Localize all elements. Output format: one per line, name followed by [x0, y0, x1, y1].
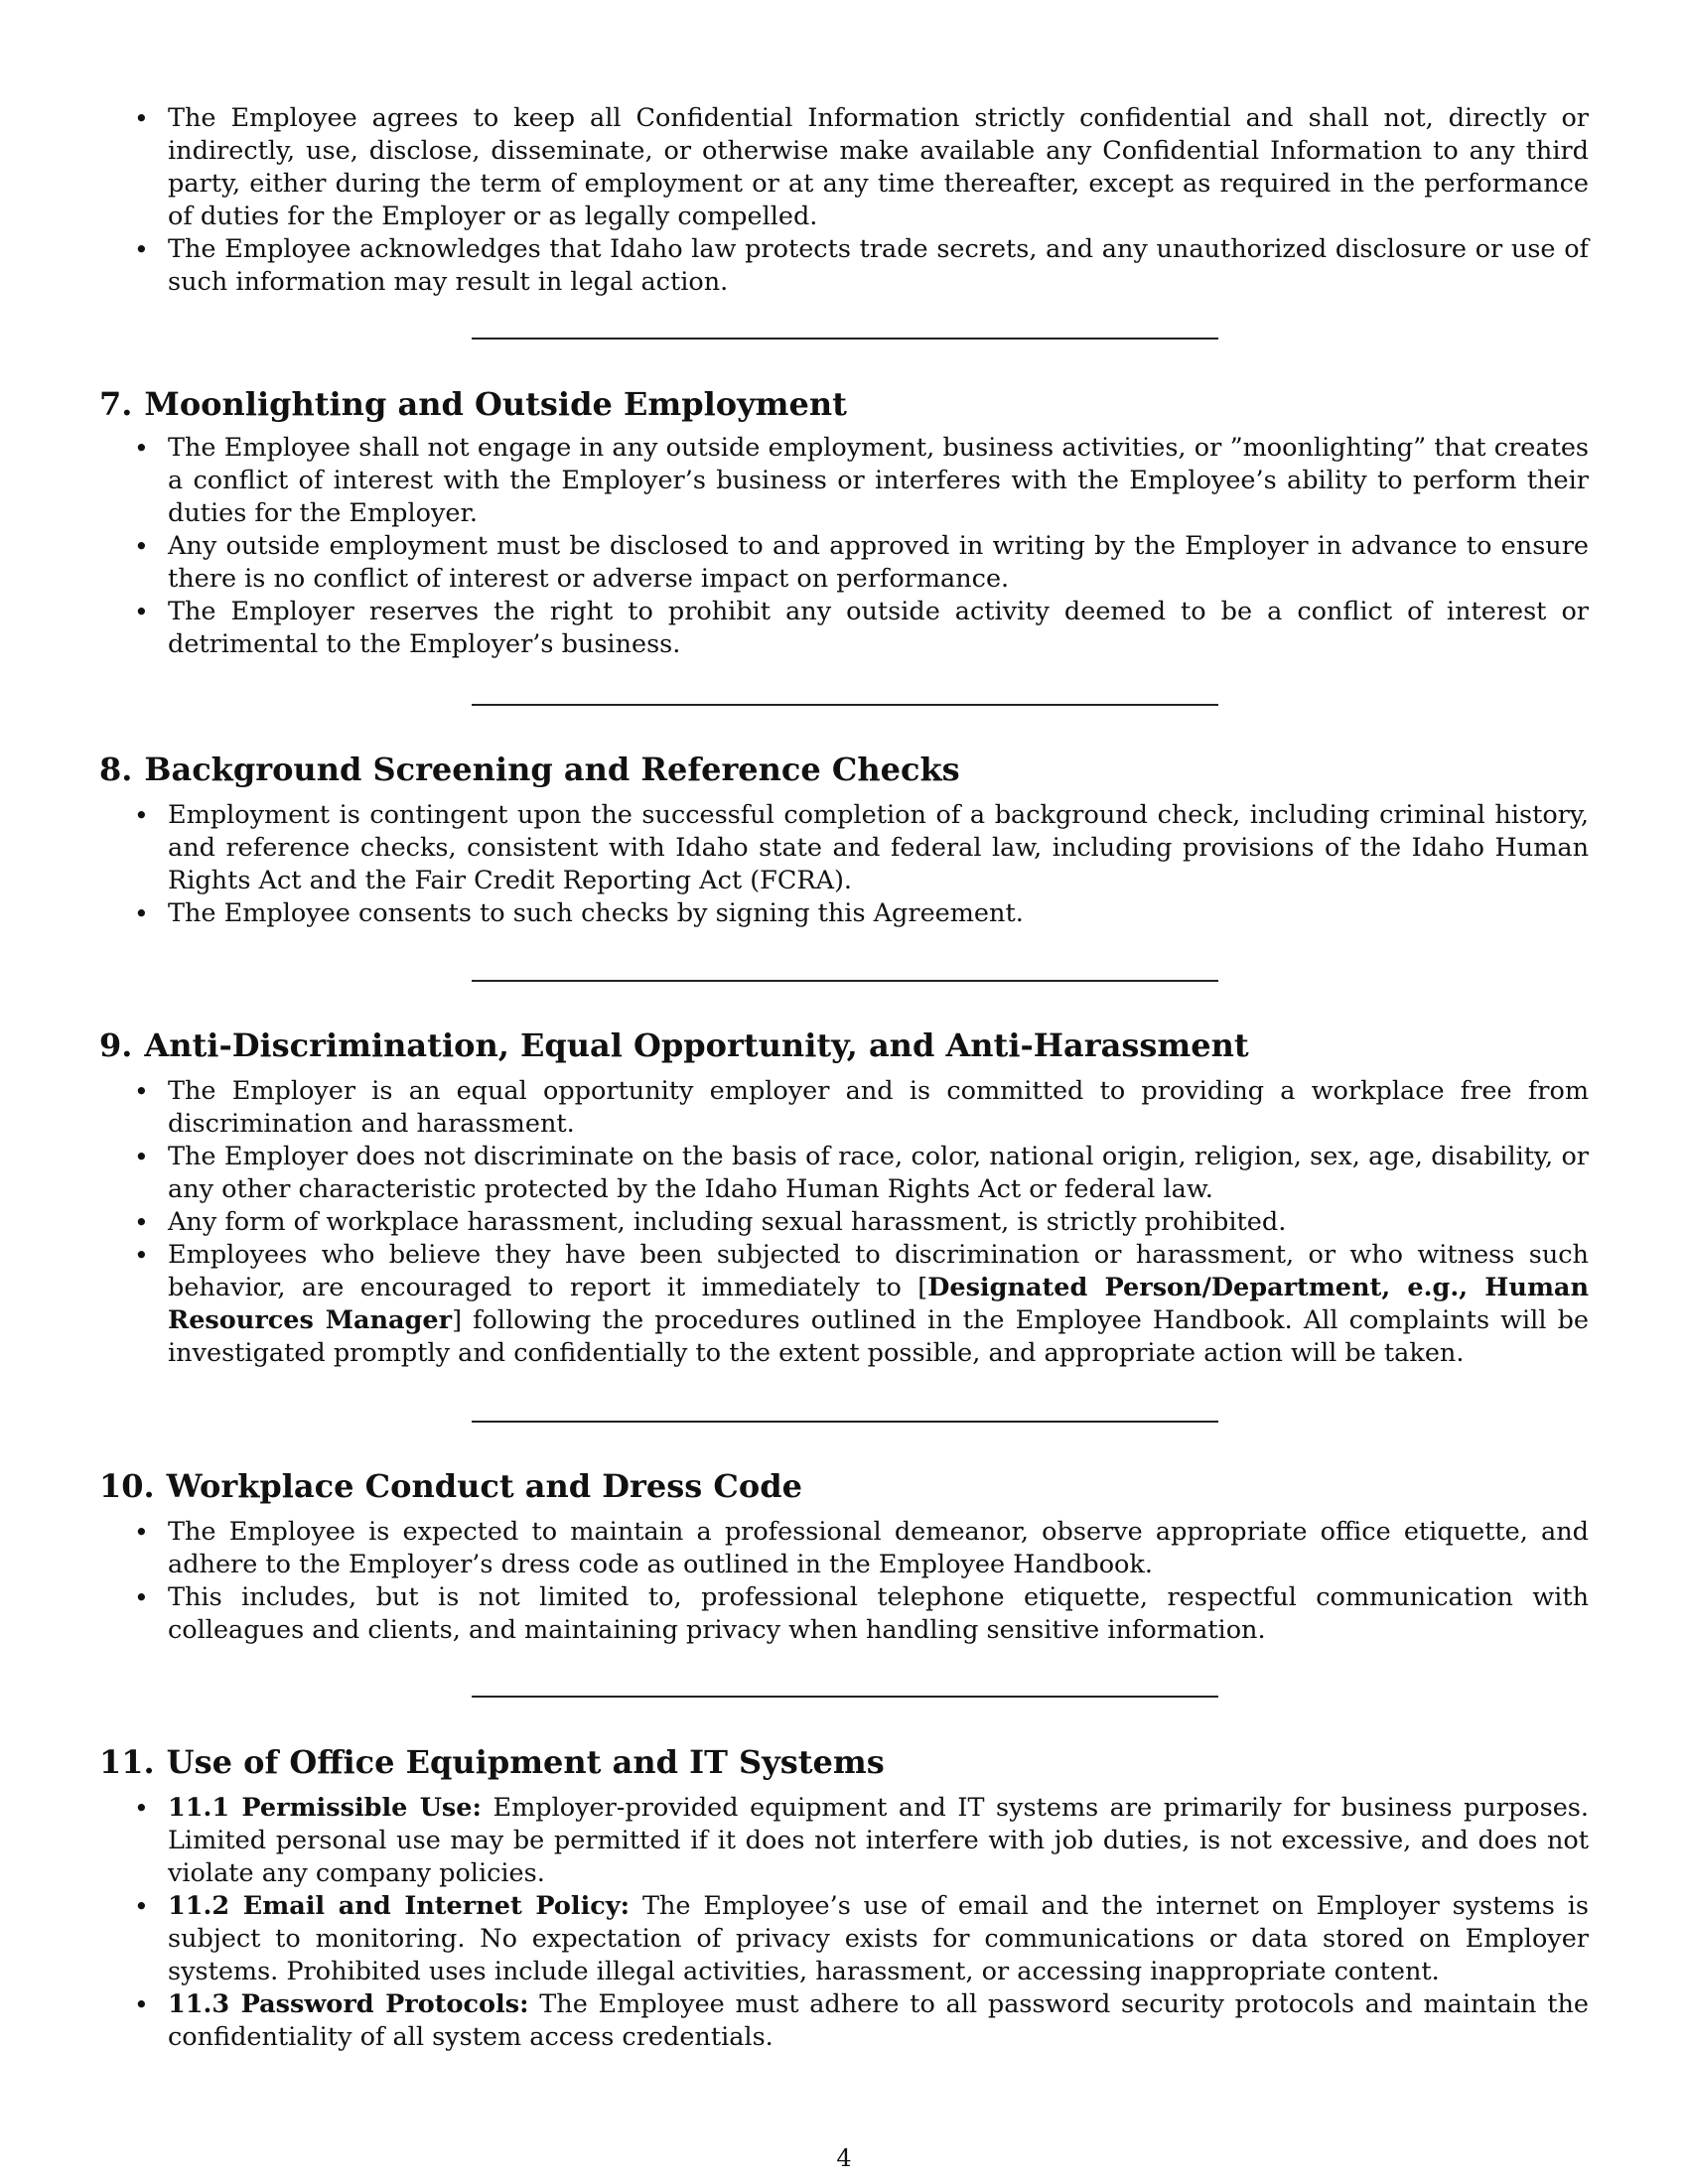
list-item: • The Employer is an equal opportunity employer and is committed to providing a workplace free from discrimination and harassment. [99, 1075, 1589, 1141]
section-divider [472, 980, 1218, 982]
section-divider [472, 338, 1218, 340]
list-item: • This includes, but is not limited to, professional telephone etiquette, respectful communication with colleagues and clients, and maintaining privacy when handling sensitive information. [99, 1581, 1589, 1647]
document-page [99, 99, 1589, 2164]
section-11 [99, 1742, 1589, 2054]
list-item: • The Employer does not discriminate on the basis of race, color, national origin, religion, sex, age, disability, or any other characteristic protected by the Idaho Human Rights Act or federal law. [99, 1141, 1589, 1206]
list-item: • Any outside employment must be disclosed to and approved in writing by the Employer in advance to ensure there is no conflict of interest or adverse impact on performance. [99, 530, 1589, 596]
list-item: • The Employer reserves the right to prohibit any outside activity deemed to be a conflict of interest or detrimental to the Employer’s business. [99, 596, 1589, 661]
subsection-label: 11.2 Email and Internet Policy: [168, 1891, 631, 1921]
report-text-after: ] following the procedures outlined in the Employee Handbook. All complaints will be investigated promptly and confidentially to the extent possible, and appropriate action will be taken. [168, 1305, 1590, 1368]
section-10 [99, 1466, 1589, 1647]
section-7 [99, 384, 1589, 661]
list-item [99, 1239, 1589, 1370]
section-heading-text: Anti-Discrimination, Equal Opportunity, and Anti-Harassment [144, 1026, 1249, 1064]
list-item: • Any form of workplace harassment, including sexual harassment, is strictly prohibited. [99, 1206, 1589, 1239]
section-heading-text: Background Screening and Reference Checks [144, 751, 960, 788]
list-item: • The Employee is expected to maintain a professional demeanor, observe appropriate office etiquette, and adhere to the Employer’s dress code as outlined in the Employee Handbook. [99, 1516, 1589, 1581]
section-number: 7. [99, 385, 133, 423]
list-item [99, 1988, 1589, 2054]
section-heading-text: Moonlighting and Outside Employment [144, 385, 847, 423]
list-item: • The Employee agrees to keep all Confidential Information strictly confidential and shall not, directly or indirectly, use, disclose, disseminate, or otherwise make available any Confidential Information to any third party, either during the term of employment or at any time thereafter, except as required in the performance of duties for the Employer or as legally compelled. [99, 102, 1589, 233]
designated-person-placeholder: Designated Person/Department, e.g., Human Resources Manager [168, 1273, 1589, 1335]
section-divider [472, 704, 1218, 706]
section-title [99, 384, 1589, 424]
list-item [99, 1792, 1589, 1890]
intro-bullets [99, 102, 1589, 299]
subsection-text: The Employee’s use of email and the internet on Employer systems is subject to monitoring. No expectation of privacy exists for communications or data stored on Employer systems. Prohibited uses include illegal activities, harassment, or accessing inappropriate content. [168, 1891, 1589, 1986]
subsection-text: The Employee must adhere to all password security protocols and maintain the confidentiality of all system access credentials. [168, 1989, 1589, 2052]
list-item [99, 1890, 1589, 1988]
section-divider [472, 1421, 1218, 1423]
section-title [99, 750, 1589, 789]
subsection-text: Employer-provided equipment and IT systems are primarily for business purposes. Limited personal use may be permitted if it does not interfere with job duties, is not excessive, and does not violate any company policies. [168, 1793, 1589, 1888]
section-title [99, 1025, 1589, 1065]
section-9 [99, 1025, 1589, 1370]
list-item: • Employment is contingent upon the successful completion of a background check, including criminal history, and reference checks, consistent with Idaho state and federal law, including provisions of the Idaho Human Rights Act and the Fair Credit Reporting Act (FCRA). [99, 799, 1589, 897]
section-number: 11. [99, 1743, 155, 1781]
section-divider [472, 1696, 1218, 1698]
list-item: • The Employee acknowledges that Idaho law protects trade secrets, and any unauthorized disclosure or use of such information may result in legal action. [99, 233, 1589, 299]
section-title [99, 1742, 1589, 1782]
section-number: 8. [99, 751, 133, 788]
section-number: 10. [99, 1467, 155, 1505]
section-title [99, 1466, 1589, 1506]
section-number: 9. [99, 1026, 133, 1064]
section-8 [99, 750, 1589, 930]
page-number: 4 [836, 2144, 852, 2172]
list-item: • The Employee shall not engage in any outside employment, business activities, or ”moonlighting” that creates a conflict of interest with the Employer’s business or interferes with the Employee’s ability to perform their duties for the Employer. [99, 432, 1589, 530]
subsection-label: 11.3 Password Protocols: [168, 1989, 529, 2019]
list-item: • The Employee consents to such checks by signing this Agreement. [99, 897, 1589, 930]
section-heading-text: Use of Office Equipment and IT Systems [166, 1743, 885, 1781]
subsection-label: 11.1 Permissible Use: [168, 1793, 482, 1823]
section-heading-text: Workplace Conduct and Dress Code [166, 1467, 802, 1505]
report-text-before: Employees who believe they have been subjected to discrimination or harassment, or who witness such behavior, are encouraged to report it immediately to [ [168, 1240, 1589, 1302]
